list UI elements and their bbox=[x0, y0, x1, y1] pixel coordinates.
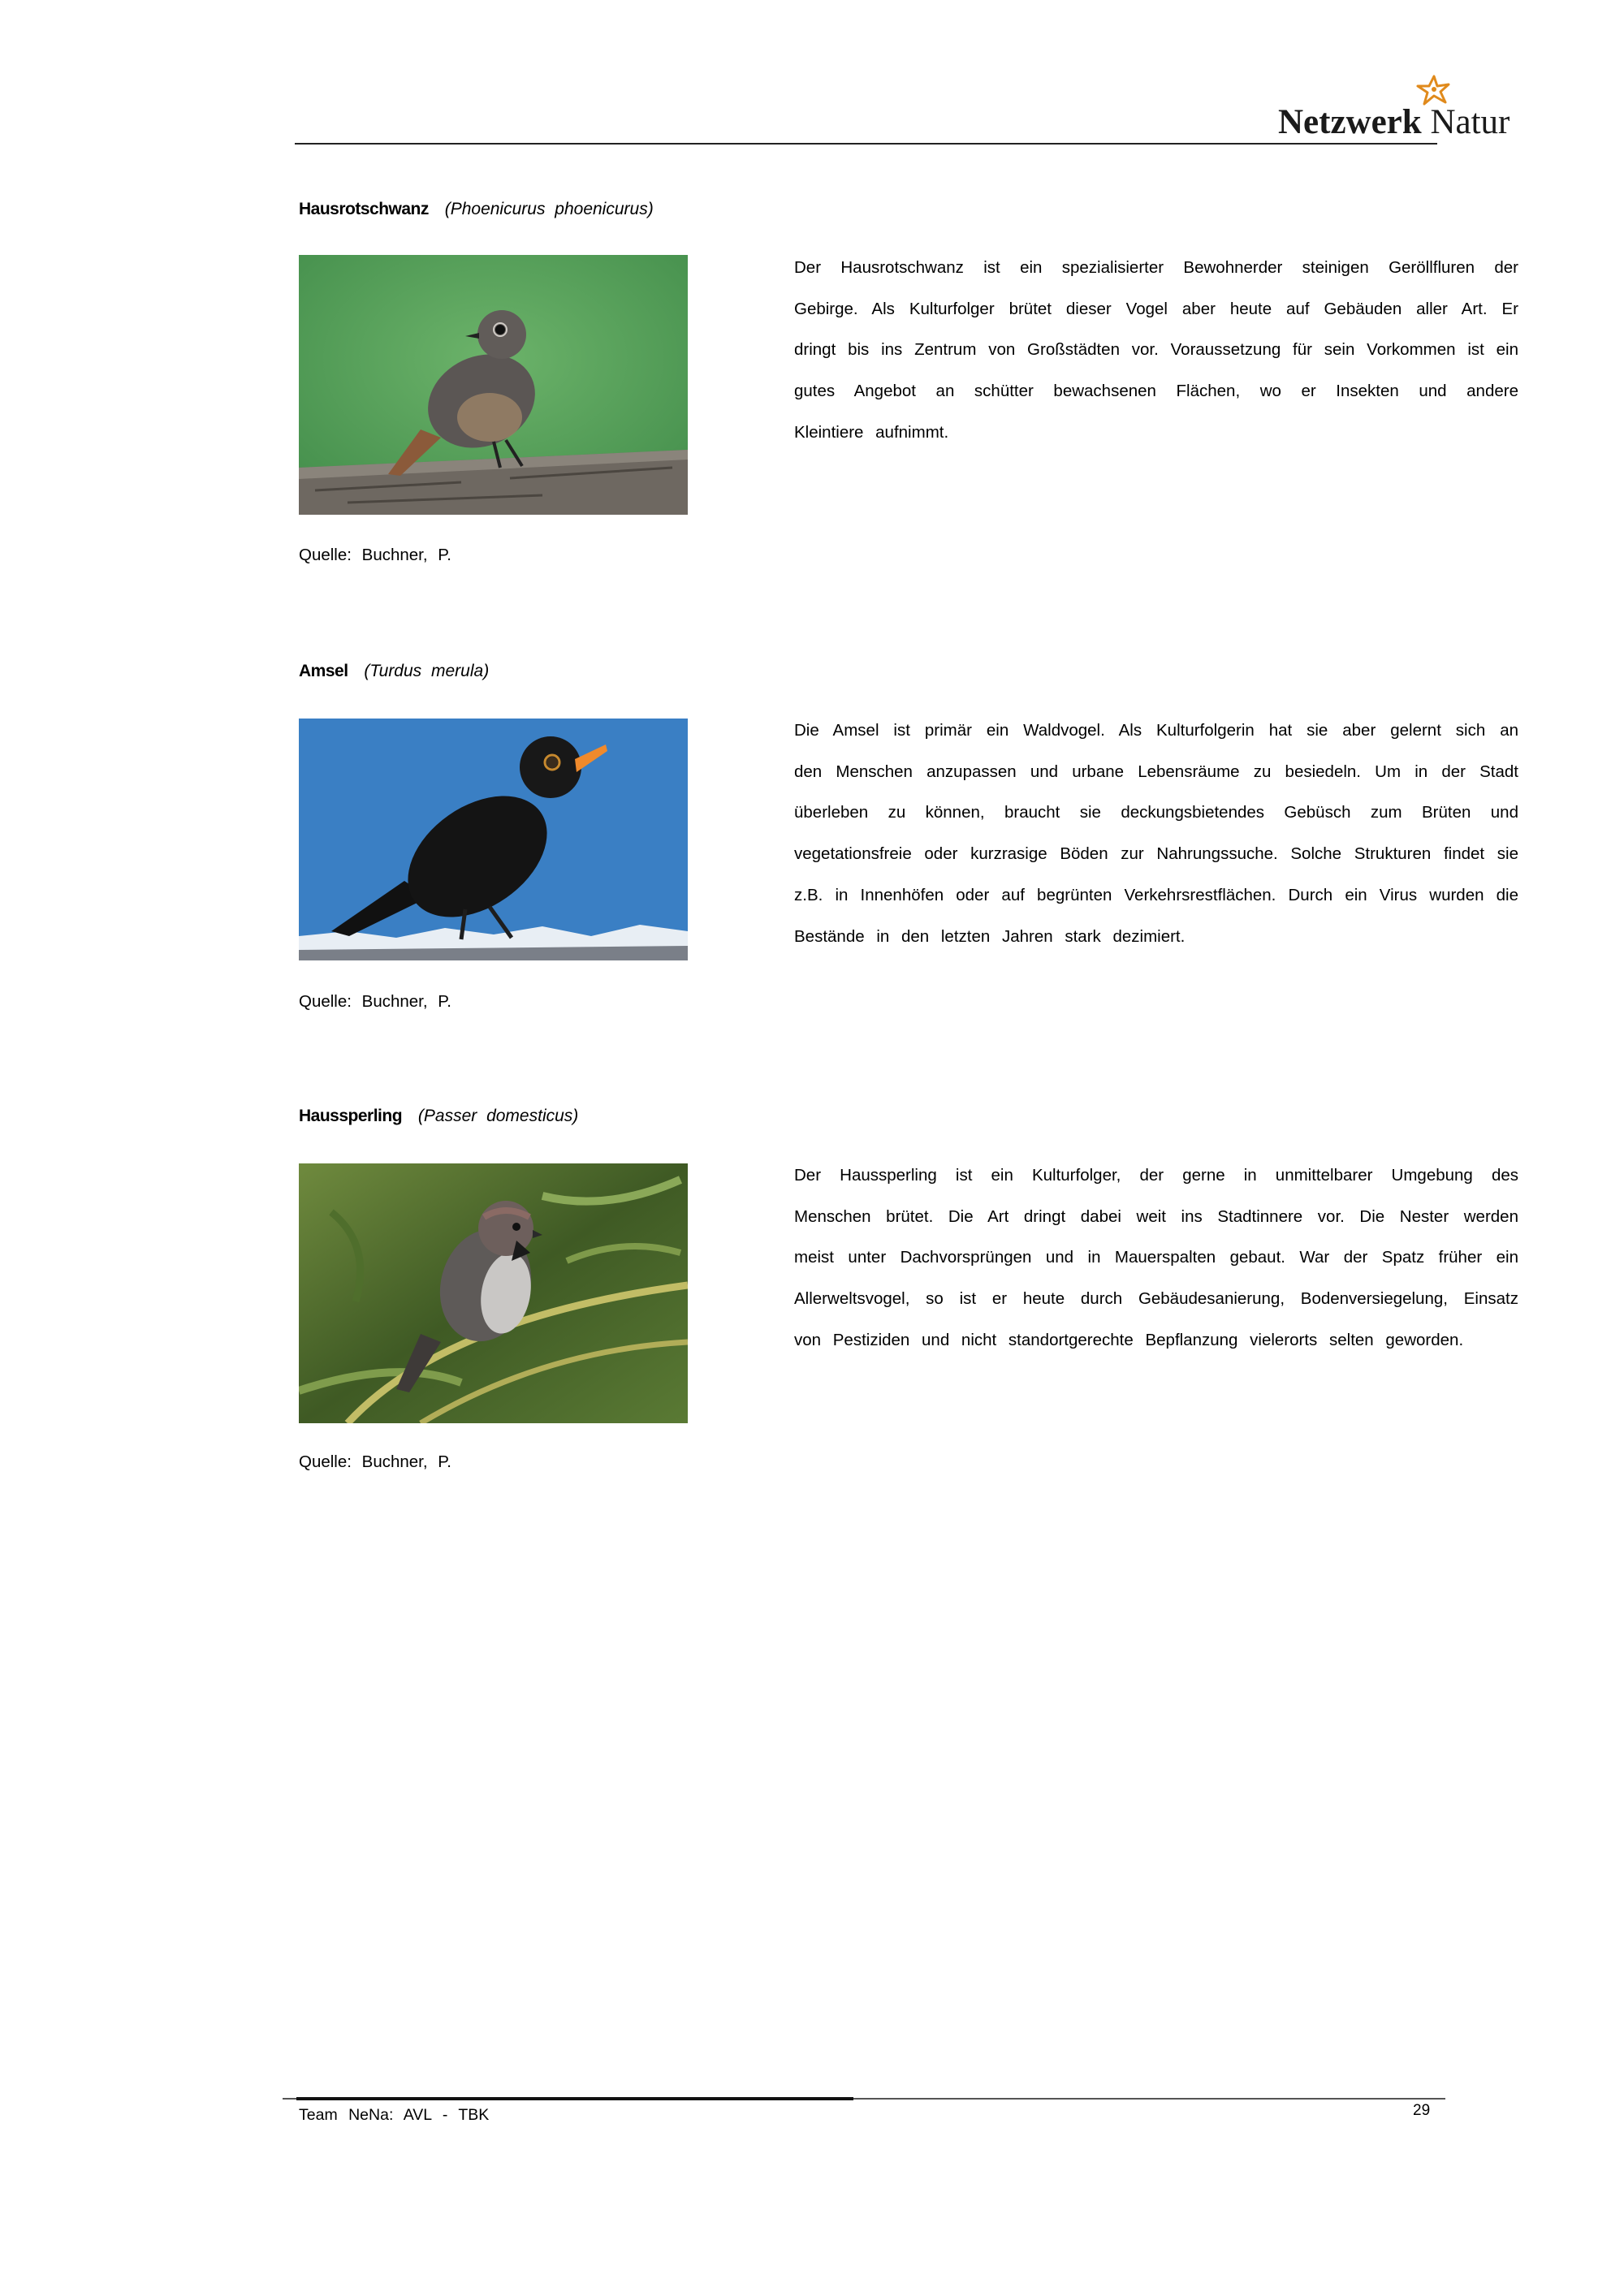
logo-wordmark bbox=[1278, 102, 1510, 142]
bird-photo-amsel bbox=[299, 719, 688, 960]
footer-divider-accent bbox=[296, 2097, 853, 2100]
photo-source: Quelle: Buchner, P. bbox=[299, 1452, 451, 1471]
bird-photo-hausrotschwanz bbox=[299, 255, 688, 515]
species-heading bbox=[299, 662, 489, 681]
footer-team-label: Team NeNa: AVL - TBK bbox=[299, 2106, 490, 2124]
species-name: Haussperling bbox=[299, 1107, 403, 1125]
species-description: Die Amsel ist primär ein Waldvogel. Als Kulturfolgerin hat sie aber gelernt sich an den Menschen anzupassen und urbane Lebensräume zu besiedeln. Um in der Stadt überleben zu können, braucht sie deckungsbietendes Gebüsch zum Brüten und vegetationsfreie oder kurzrasige Böden zur Nahrungssuche. Solche Strukturen findet sie z.B. in Innenhöfen oder auf begrünten Verkehrsrestflächen. Durch ein Virus wurden die Bestände in den letzten Jahren stark dezimiert. bbox=[794, 721, 1518, 946]
header-divider bbox=[295, 143, 1437, 145]
species-description: Der Haussperling ist ein Kulturfolger, der gerne in unmittelbarer Umgebung des Menschen brütet. Die Art dringt dabei weit ins Stadtinnere vor. Die Nester werden meist unter Dachvorsprüngen und in Mauerspalten gebaut. War der Spatz früher ein Allerweltsvogel, so ist er heute durch Gebäudesanierung, Bodenversiegelung, Einsatz von Pestiziden und nicht standortgerechte Bepflanzung vielerorts selten geworden. bbox=[794, 1166, 1518, 1349]
netzwerk-natur-logo bbox=[1278, 73, 1522, 146]
species-name: Amsel bbox=[299, 662, 348, 680]
species-latin-name: (Phoenicurus phoenicurus) bbox=[444, 200, 654, 218]
species-latin-name: (Passer domesticus) bbox=[417, 1107, 579, 1125]
photo-source: Quelle: Buchner, P. bbox=[299, 992, 451, 1011]
species-name: Hausrotschwanz bbox=[299, 200, 429, 218]
species-description: Der Hausrotschwanz ist ein spezialisierter Bewohnerder steinigen Geröllfluren der Gebirge. Als Kulturfolger brütet dieser Vogel aber heute auf Gebäuden aller Art. Er dringt bis ins Zentrum von Großstädten vor. Voraussetzung für sein Vorkommen ist ein gutes Angebot an schütter bewachsenen Flächen, wo er Insekten und andere Kleintiere aufnimmt. bbox=[794, 258, 1518, 442]
bird-photo-haussperling bbox=[299, 1163, 688, 1423]
species-latin-name: (Turdus merula) bbox=[364, 662, 490, 680]
logo-text-bold: Netzwerk bbox=[1278, 103, 1422, 141]
photo-source: Quelle: Buchner, P. bbox=[299, 546, 451, 564]
species-heading bbox=[299, 1107, 578, 1126]
species-heading bbox=[299, 200, 654, 219]
page-number: 29 bbox=[1413, 2102, 1431, 2119]
logo-text-regular: Natur bbox=[1430, 103, 1510, 141]
